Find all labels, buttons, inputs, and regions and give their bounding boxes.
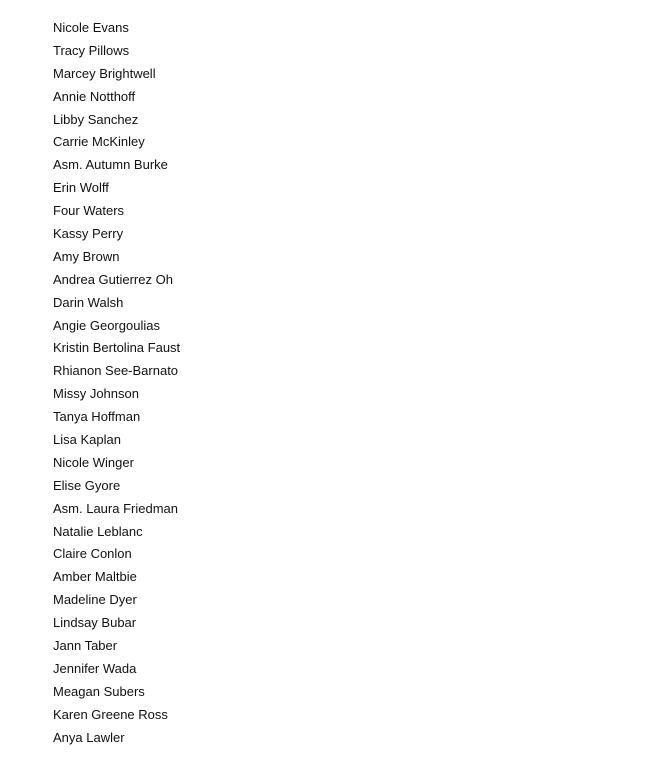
list-item: Libby Sanchez [53,111,139,127]
list-item: Jennifer Wada [53,660,137,676]
list-item: Angie Georgoulias [53,317,160,333]
list-item: Darin Walsh [53,294,124,310]
list-item: Tracy Pillows [53,42,130,58]
list-item: Lindsay Bubar [53,615,137,631]
list-item: Carrie McKinley [53,134,145,150]
list-item: Jann Taber [53,638,118,654]
list-item: Elise Gyore [53,477,121,493]
name-list [53,17,180,750]
list-item: Amy Brown [53,248,120,264]
list-item: Tanya Hoffman [53,409,141,425]
list-item: Asm. Laura Friedman [53,500,178,516]
list-item: Andrea Gutierrez Oh [53,271,173,287]
list-item: Erin Wolff [53,180,109,196]
list-item: Asm. Autumn Burke [53,157,168,173]
list-item: Annie Notthoff [53,88,136,104]
list-item: Claire Conlon [53,546,132,562]
list-item: Missy Johnson [53,386,139,402]
list-item: Lisa Kaplan [53,432,121,448]
list-item: Rhianon See-Barnato [53,363,179,379]
list-item: Nicole Winger [53,454,134,470]
list-item: Kristin Bertolina Faust [53,340,181,356]
list-item: Marcey Brightwell [53,65,156,81]
list-item: Madeline Dyer [53,592,137,608]
list-item: Karen Greene Ross [53,706,168,722]
list-item: Meagan Subers [53,683,145,699]
list-item: Kassy Perry [53,226,124,242]
list-item: Nicole Evans [53,20,129,35]
list-item: Natalie Leblanc [53,523,143,539]
list-item: Amber Maltbie [53,569,137,585]
list-item: Four Waters [53,203,125,219]
list-item: Anya Lawler [53,729,125,745]
